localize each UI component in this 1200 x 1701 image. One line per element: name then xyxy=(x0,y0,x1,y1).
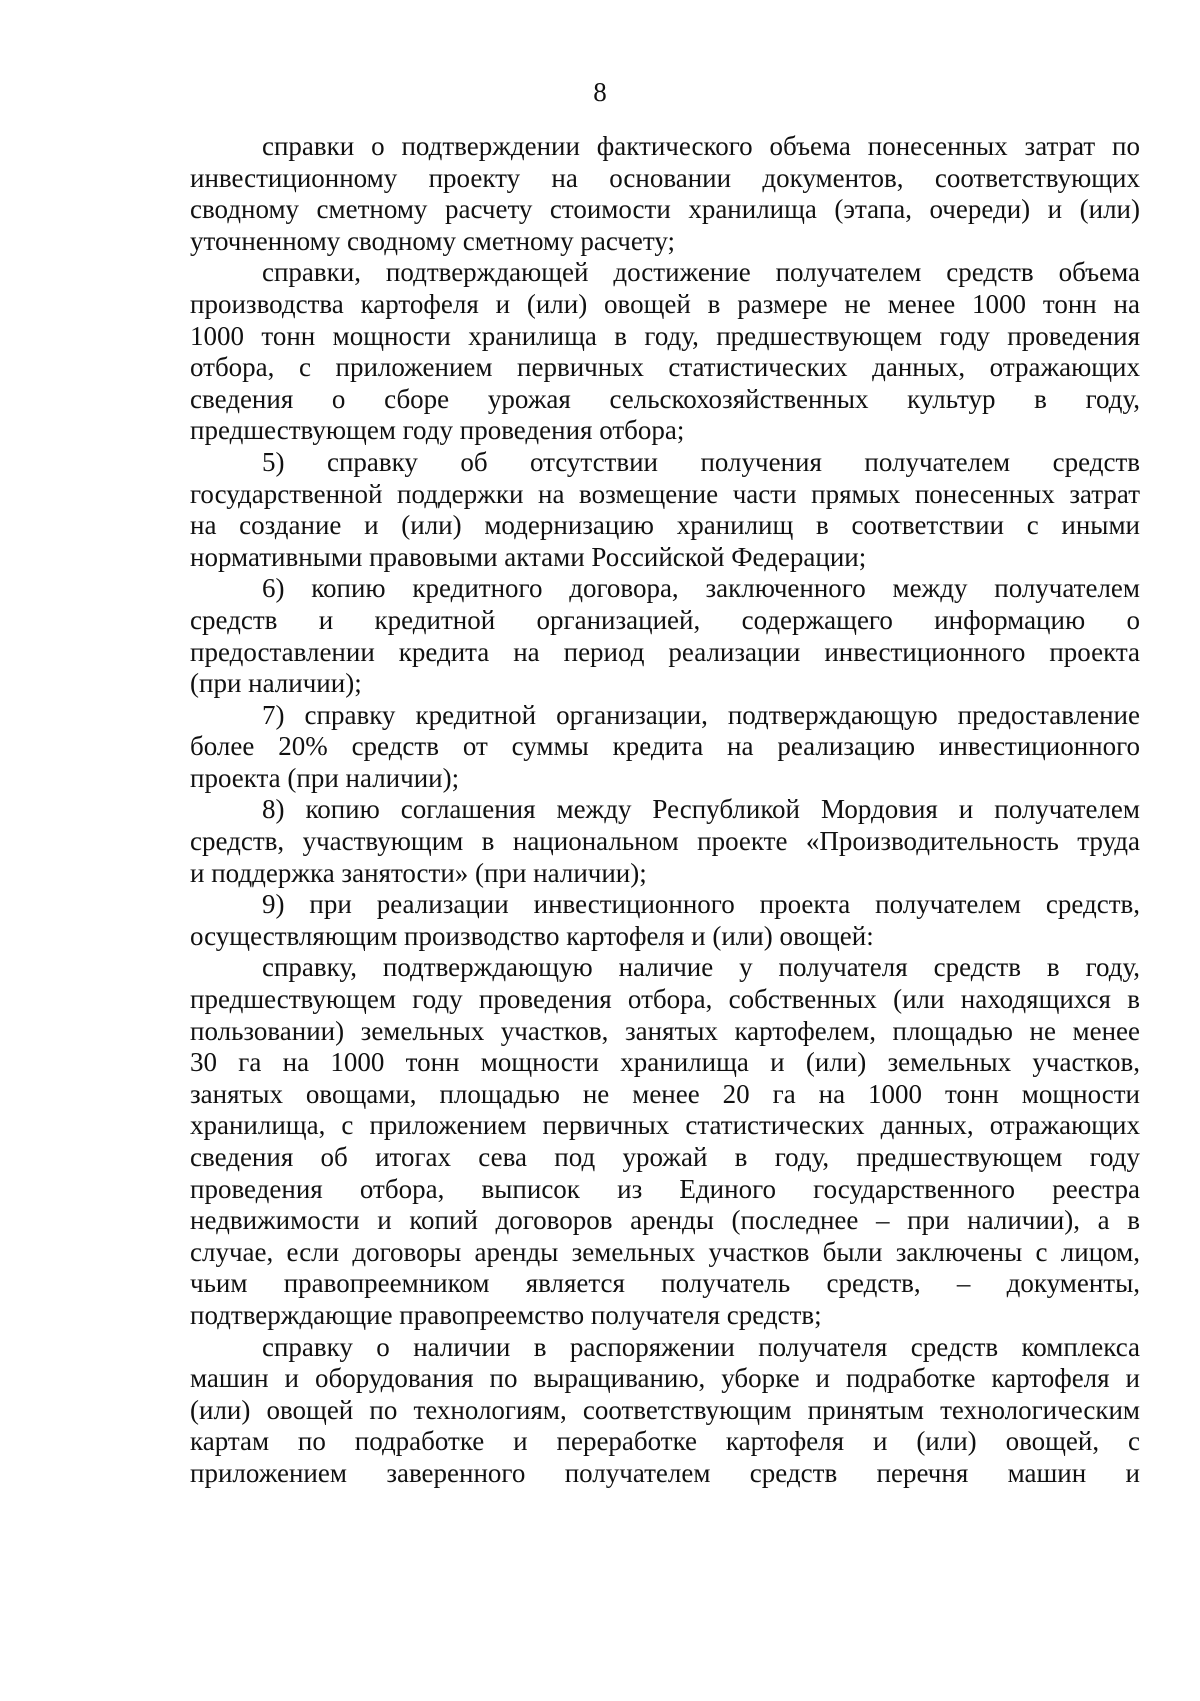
paragraph-line: справку, подтверждающую наличие у получателя средств в году, xyxy=(262,952,1140,983)
paragraph xyxy=(190,447,1140,573)
paragraph-line: 6) копию кредитного договора, заключенного между получателем xyxy=(262,573,1140,604)
paragraph-line: справку о наличии в распоряжении получателя средств комплекса xyxy=(262,1331,1140,1362)
paragraph xyxy=(190,573,1140,699)
paragraph-line: отбора, с приложением первичных статистических данных, отражающих xyxy=(190,352,1140,383)
paragraph-line: подтверждающие правопреемство получателя средств; xyxy=(190,1299,822,1330)
paragraph-line: государственной поддержки на возмещение части прямых понесенных затрат xyxy=(190,478,1140,509)
paragraph-line: занятых овощами, площадью не менее 20 га на 1000 тонн мощности xyxy=(190,1078,1140,1109)
paragraph-line: чьим правопреемником является получатель средств, – документы, xyxy=(190,1268,1140,1299)
paragraph-line: 9) при реализации инвестиционного проекта получателем средств, xyxy=(262,889,1140,920)
paragraph-line: хранилища, с приложением первичных статистических данных, отражающих xyxy=(190,1110,1140,1141)
paragraph-line: предшествующем году проведения отбора, собственных (или находящихся в xyxy=(190,984,1140,1015)
paragraph-line: (или) овощей по технологиям, соответствующим принятым технологическим xyxy=(190,1394,1140,1425)
paragraph-line: 8) копию соглашения между Республикой Мордовия и получателем xyxy=(262,794,1140,825)
paragraph-line: и поддержка занятости» (при наличии); xyxy=(190,857,647,888)
paragraph-line: случае, если договоры аренды земельных участков были заключены с лицом, xyxy=(190,1236,1140,1267)
paragraph-line: справки, подтверждающей достижение получателем средств объема xyxy=(262,257,1140,288)
paragraph-line: 1000 тонн мощности хранилища в году, предшествующем году проведения xyxy=(190,320,1140,351)
paragraph xyxy=(190,1332,1140,1490)
paragraph-line: сведения об итогах сева под урожай в году, предшествующем году xyxy=(190,1142,1140,1172)
paragraph-line: сведения о сборе урожая сельскохозяйственных культур в году, xyxy=(190,383,1140,414)
paragraph-line: средств, участвующим в национальном проекте «Производительность труда xyxy=(190,826,1140,857)
paragraph xyxy=(190,257,1140,447)
paragraph-line: проекта (при наличии); xyxy=(190,762,460,793)
paragraph-line: картам по подработке и переработке картофеля и (или) овощей, с xyxy=(190,1426,1140,1457)
paragraph-line: предоставлении кредита на период реализации инвестиционного проекта xyxy=(190,636,1140,667)
paragraph-line: 7) справку кредитной организации, подтверждающую предоставление xyxy=(262,699,1140,730)
paragraph-line: пользовании) земельных участков, занятых картофелем, площадью не менее xyxy=(190,1015,1140,1046)
paragraph-line: предшествующем году проведения отбора; xyxy=(190,415,685,446)
paragraph-line: недвижимости и копий договоров аренды (последнее – при наличии), а в xyxy=(190,1205,1140,1236)
paragraph-line: осуществляющим производство картофеля и (или) овощей: xyxy=(190,920,874,951)
page-number: 8 xyxy=(593,77,607,107)
paragraph-line: уточненному сводному сметному расчету; xyxy=(190,225,675,256)
paragraph-line: 5) справку об отсутствии получения получателем средств xyxy=(262,446,1140,477)
paragraph-line: на создание и (или) модернизацию хранилищ в соответствии с иными xyxy=(190,510,1140,541)
paragraph-line: (при наличии); xyxy=(190,668,362,699)
paragraph-line: более 20% средств от суммы кредита на реализацию инвестиционного xyxy=(190,731,1140,762)
document-body xyxy=(190,131,1140,1490)
paragraph xyxy=(190,131,1140,257)
paragraph-line: средств и кредитной организацией, содержащего информацию о xyxy=(190,604,1140,635)
paragraph-line: приложением заверенного получателем средств перечня машин и xyxy=(190,1457,1140,1488)
paragraph xyxy=(190,952,1140,1331)
paragraph-line: 30 га на 1000 тонн мощности хранилища и (или) земельных участков, xyxy=(190,1047,1140,1078)
paragraph-line: нормативными правовыми актами Российской Федерации; xyxy=(190,541,867,572)
paragraph xyxy=(190,700,1140,795)
paragraph-line: машин и оборудования по выращиванию, уборке и подработке картофеля и xyxy=(190,1363,1140,1394)
paragraph xyxy=(190,889,1140,952)
paragraph-line: производства картофеля и (или) овощей в размере не менее 1000 тонн на xyxy=(190,288,1140,319)
paragraph-line: инвестиционному проекту на основании документов, соответствующих xyxy=(190,162,1140,193)
paragraph-line: справки о подтверждении фактического объема понесенных затрат по xyxy=(262,131,1140,161)
paragraph-line: проведения отбора, выписок из Единого государственного реестра xyxy=(190,1173,1140,1204)
paragraph-line: сводному сметному расчету стоимости хранилища (этапа, очереди) и (или) xyxy=(190,194,1140,225)
paragraph xyxy=(190,794,1140,889)
